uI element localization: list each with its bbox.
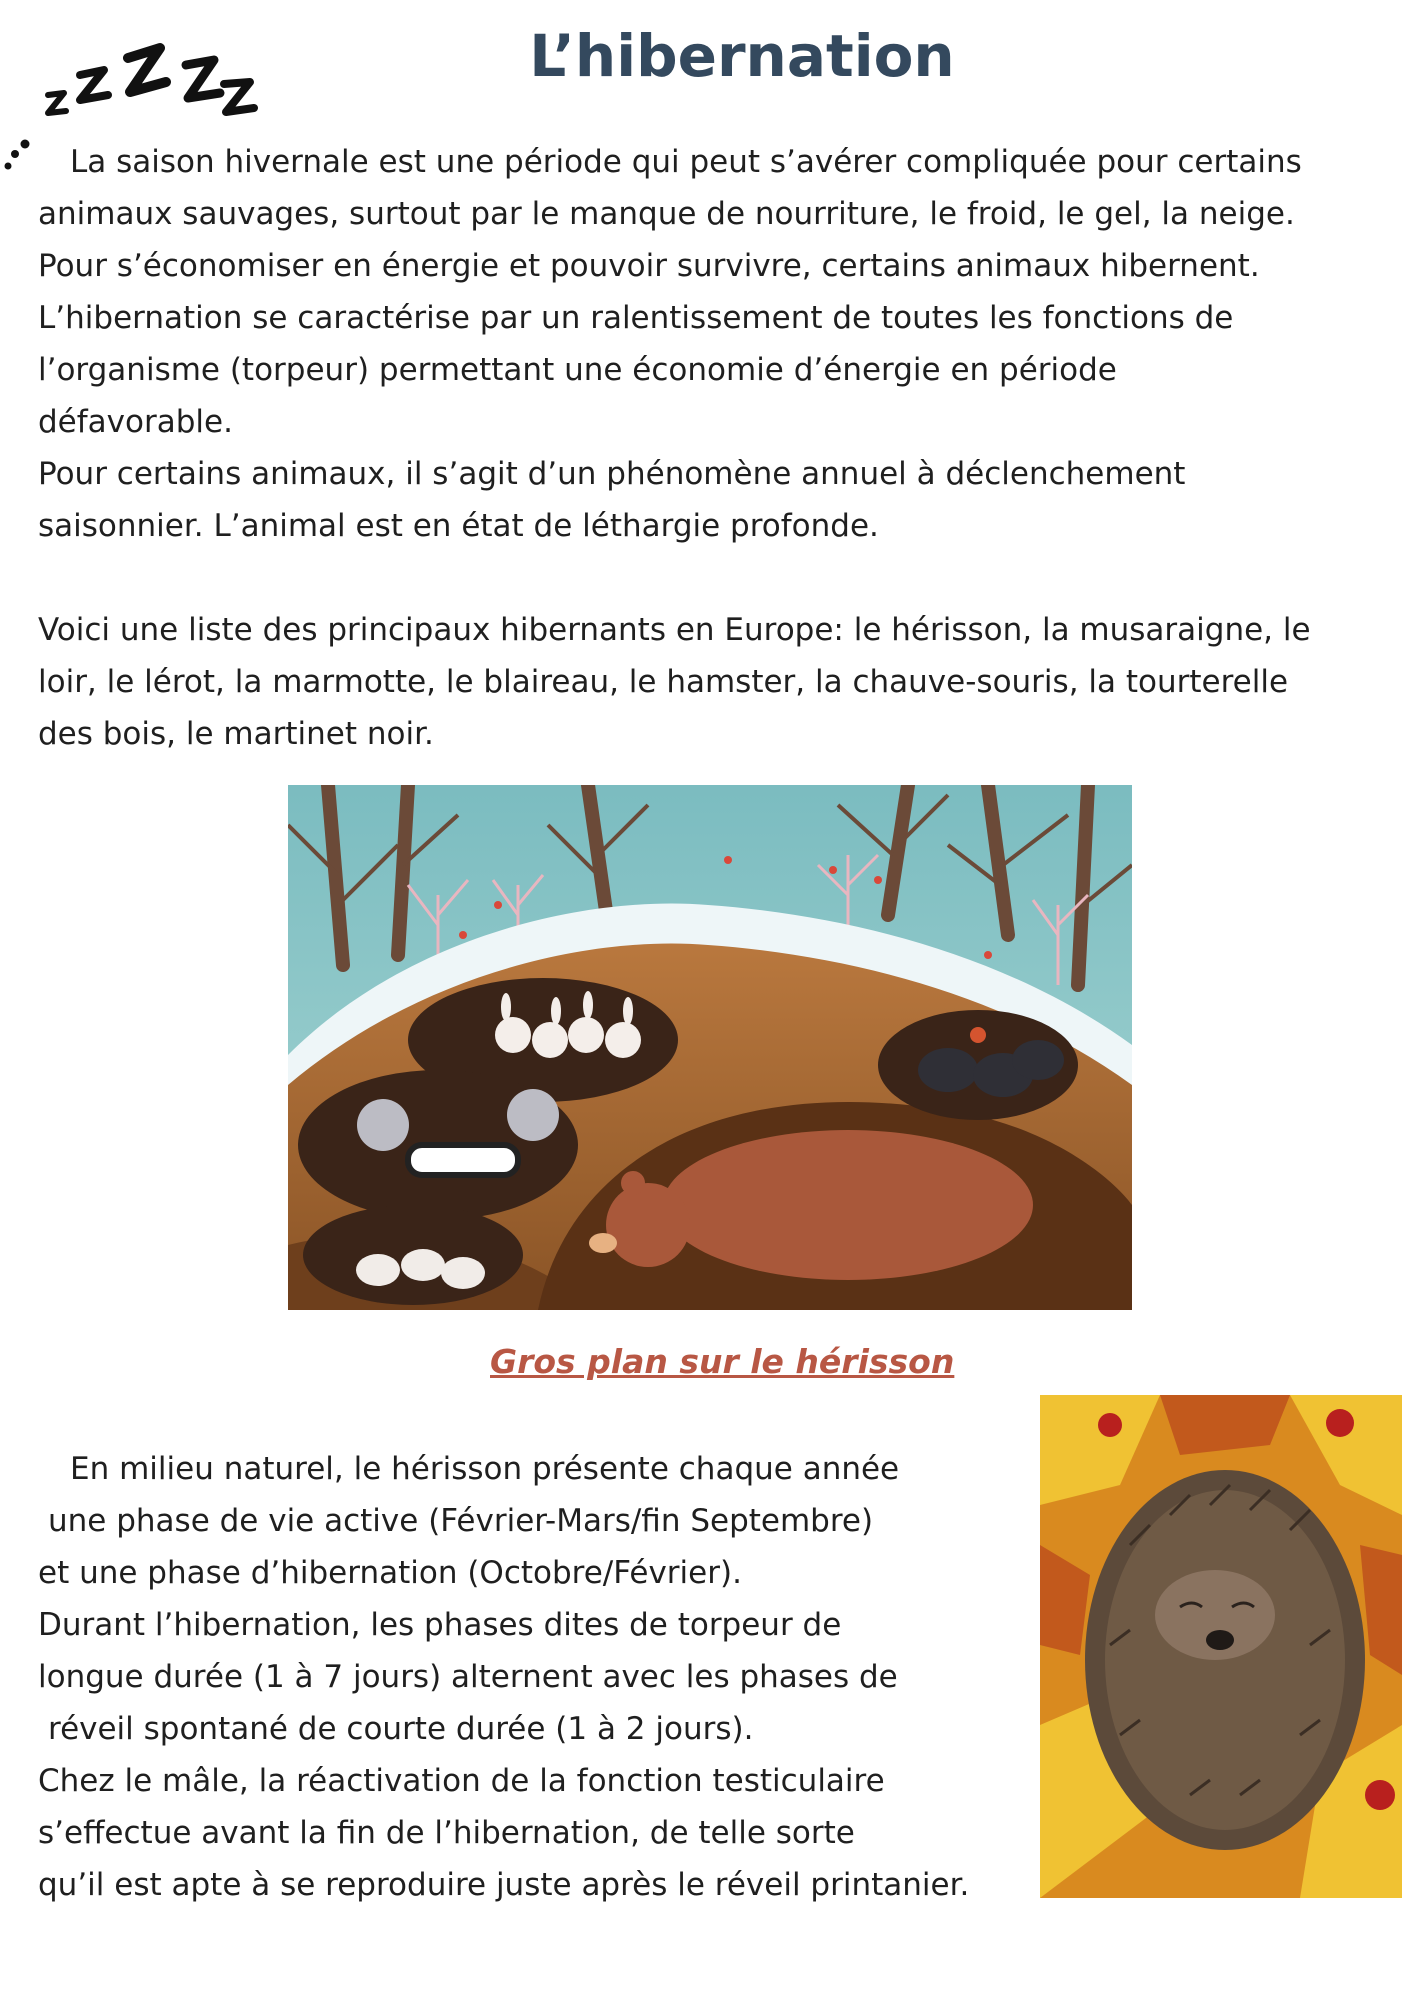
text-line: Pour s’économiser en énergie et pouvoir survivre, certains animaux hibernent. [38,248,1260,284]
text-line: et une phase d’hibernation (Octobre/Février). [38,1555,742,1591]
intro-paragraph-2 [38,448,1378,552]
text-line: En milieu naturel, le hérisson présente chaque année [70,1451,900,1487]
intro-paragraph-1 [38,136,1378,448]
hedgehog-paragraph [38,1443,1038,1911]
text-line: Pour certains animaux, il s’agit d’un phénomène annuel à déclenchement [38,456,1186,492]
text-line: réveil spontané de courte durée (1 à 2 jours). [48,1711,754,1747]
text-line: longue durée (1 à 7 jours) alternent avec les phases de [38,1659,898,1695]
text-line: animaux sauvages, surtout par le manque de nourriture, le froid, le gel, la neige. [38,196,1295,232]
section-subheading: Gros plan sur le hérisson [490,1342,955,1381]
text-line: Chez le mâle, la réactivation de la fonction testiculaire [38,1763,885,1799]
text-line: l’organisme (torpeur) permettant une économie d’énergie en période [38,352,1117,388]
text-line: des bois, le martinet noir. [38,716,434,752]
intro-text [38,136,1378,760]
text-line: défavorable. [38,404,233,440]
text-line: qu’il est apte à se reproduire juste après le réveil printanier. [38,1867,970,1903]
text-line: une phase de vie active (Février-Mars/fin Septembre) [48,1503,874,1539]
text-line: La saison hivernale est une période qui peut s’avérer compliquée pour certains [70,144,1302,180]
page-title: L’hibernation [529,22,955,90]
text-line: Durant l’hibernation, les phases dites de torpeur de [38,1607,842,1643]
hedgehog-text [38,1443,1038,1911]
burrow-illustration [288,785,1132,1310]
intro-paragraph-3 [38,604,1378,760]
text-line: saisonnier. L’animal est en état de léthargie profonde. [38,508,879,544]
hedgehog-photo [1040,1395,1402,1898]
text-line: s’effectue avant la fin de l’hibernation, de telle sorte [38,1815,855,1851]
text-line: loir, le lérot, la marmotte, le blaireau, le hamster, la chauve-souris, la tourterelle [38,664,1289,700]
text-line: L’hibernation se caractérise par un ralentissement de toutes les fonctions de [38,300,1234,336]
text-line: Voici une liste des principaux hibernants en Europe: le hérisson, la musaraigne, le [38,612,1311,648]
